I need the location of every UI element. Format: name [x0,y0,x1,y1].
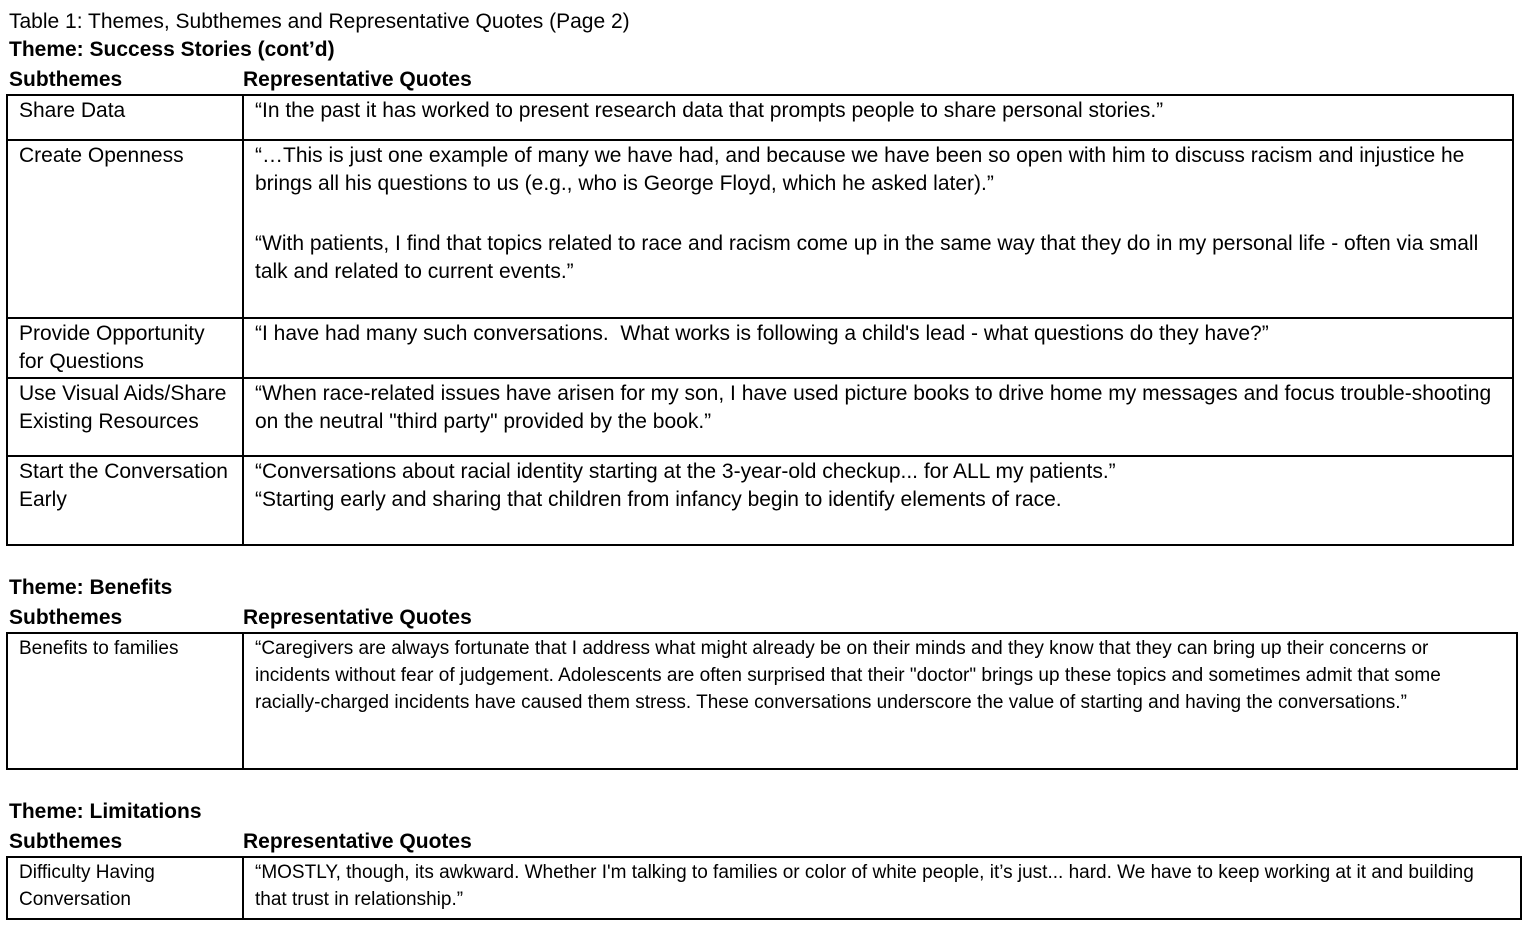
quote-text: “Conversations about racial identity starting at the 3-year-old checkup... for ALL my patients.” [255,460,1116,483]
quote-spacer [255,198,1502,230]
quote-text: “MOSTLY, though, its awkward. Whether I'm talking to families or color of white people, it’s just... hard. We have to keep working at it and building that trust in relationship.” [255,862,1480,910]
subtheme-cell [7,456,243,545]
table-row [7,95,1513,140]
theme-heading-limitations: Theme: Limitations [9,800,202,823]
subtheme-label: Benefits to families [19,638,179,659]
quote-text: “I have had many such conversations. What works is following a child's lead - what questions do they have?” [255,322,1269,345]
column-header-subthemes: Subthemes [9,68,123,91]
subtheme-cell [7,95,243,140]
quote-text: “Caregivers are always fortunate that I address what might already be on their minds and they know that they can bring up their concerns or incidents without fear of judgement. Adolescents are often surprised that their "doctor" brings up these topics and sometimes admit that some racially-charged incidents have caused them stress. These conversations underscore the value of starting and having the conversations.” [255,638,1447,713]
quote-text: “In the past it has worked to present research data that prompts people to share personal stories.” [255,99,1164,122]
quote-text: “…This is just one example of many we have had, and because we have been so open with him to discuss racism and injustice he brings all his questions to us (e.g., who is George Floyd, which he asked later).” [255,144,1471,195]
benefits-table [6,632,1518,770]
subtheme-cell [7,140,243,318]
subtheme-label: Difficulty Having Conversation [19,862,155,910]
column-header-quotes: Representative Quotes [243,606,472,629]
limitations-table [6,856,1522,920]
subtheme-cell [7,378,243,456]
theme-heading-benefits: Theme: Benefits [9,576,173,599]
column-header-quotes: Representative Quotes [243,830,472,853]
table-row [7,378,1513,456]
subtheme-label: Use Visual Aids/Share Existing Resources [19,382,227,433]
quote-cell [243,456,1513,545]
subtheme-label: Create Openness [19,144,184,167]
success-stories-table [6,94,1514,546]
quote-cell [243,140,1513,318]
table-title: Table 1: Themes, Subthemes and Representative Quotes (Page 2) [9,10,630,33]
quote-cell [243,95,1513,140]
table-row [7,456,1513,545]
table-row [7,140,1513,318]
subtheme-label: Provide Opportunity for Questions [19,322,205,373]
quote-cell [243,318,1513,378]
subtheme-cell [7,633,243,769]
quote-cell [243,378,1513,456]
quote-text: “Starting early and sharing that children from infancy begin to identify elements of race. [255,488,1062,511]
column-header-subthemes: Subthemes [9,830,123,853]
table-row [7,633,1517,769]
quote-text: “When race-related issues have arisen for my son, I have used picture books to drive home my messages and focus trouble-shooting on the neutral "third party" provided by the book.” [255,382,1497,433]
table-row [7,318,1513,378]
quote-cell [243,857,1521,919]
quote-text: “With patients, I find that topics related to race and racism come up in the same way that they do in my personal life - often via small talk and related to current events.” [255,232,1485,283]
subtheme-cell [7,318,243,378]
theme-heading-success-stories: Theme: Success Stories (cont’d) [9,38,335,61]
subtheme-label: Start the Conversation Early [19,460,228,511]
column-header-subthemes: Subthemes [9,606,123,629]
column-header-quotes: Representative Quotes [243,68,472,91]
subtheme-label: Share Data [19,99,126,122]
subtheme-cell [7,857,243,919]
quote-cell [243,633,1517,769]
table-row [7,857,1521,919]
